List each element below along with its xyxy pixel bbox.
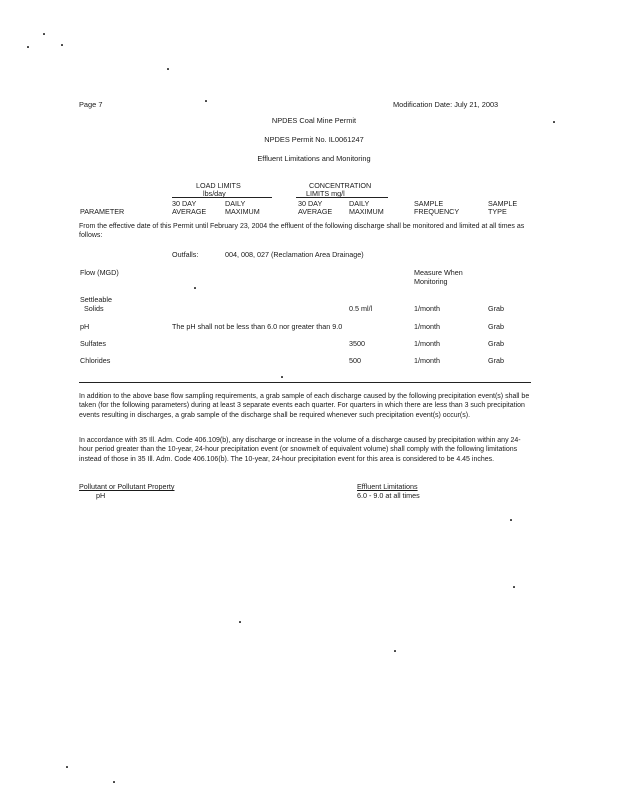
settleable-parameter-1: Settleable xyxy=(80,295,112,304)
settleable-parameter-2: Solids xyxy=(84,304,104,313)
chlorides-daily-max: 500 xyxy=(349,356,361,365)
intro-paragraph: From the effective date of this Permit until February 23, 2004 the effluent of the following discharge shall be monitored and limited at all times as follows: xyxy=(79,223,525,240)
chlorides-parameter: Chlorides xyxy=(80,356,111,365)
effluent-limitations-header: Effluent Limitations xyxy=(357,482,418,491)
permit-number: NPDES Permit No. IL0061247 xyxy=(264,135,364,144)
parameter-heading: PARAMETER xyxy=(80,207,125,216)
ph-type: Grab xyxy=(488,322,504,331)
ph-frequency: 1/month xyxy=(414,322,440,331)
load-30day: 30 DAY xyxy=(172,199,197,208)
page-number: Page 7 xyxy=(79,100,103,109)
conc-average: AVERAGE xyxy=(298,207,333,216)
scan-speck xyxy=(510,519,512,521)
scan-speck xyxy=(61,44,63,46)
settleable-daily-max: 0.5 ml/l xyxy=(349,304,373,313)
permit-title: NPDES Coal Mine Permit xyxy=(271,116,357,125)
chlorides-type: Grab xyxy=(488,356,504,365)
load-maximum: MAXIMUM xyxy=(225,207,260,216)
sulfates-daily-max: 3500 xyxy=(349,339,365,348)
flow-frequency-2: Monitoring xyxy=(414,277,448,286)
scan-speck xyxy=(205,100,207,102)
load-limits-heading: LOAD LIMITS xyxy=(196,181,241,190)
load-limits-rule xyxy=(172,197,272,198)
scan-speck xyxy=(239,621,241,623)
settleable-frequency: 1/month xyxy=(414,304,440,313)
ph-note: The pH shall not be less than 6.0 nor greater than 9.0 xyxy=(172,322,343,331)
pollutant-header: Pollutant or Pollutant Property xyxy=(79,482,175,491)
settleable-type: Grab xyxy=(488,304,504,313)
sulfates-parameter: Sulfates xyxy=(80,339,106,348)
chlorides-frequency: 1/month xyxy=(414,356,440,365)
scan-speck xyxy=(281,376,283,378)
sample-type-heading: SAMPLE xyxy=(488,199,518,208)
regulation-paragraph: In accordance with 35 Ill. Adm. Code 406.109(b), any discharge or increase in the volume of a discharge caused by precipitation within any 24-hour period greater than the 10-year, 24-hour precipitation event (or snowmelt of equivalent volume) shall comply with the following limitations instead of those in 35 Ill. Adm. Code 406.106(b). The 10-year, 24-hour precipitation event for this area is considered to be 4.45 inches. xyxy=(79,437,521,463)
ph-parameter: pH xyxy=(80,322,90,331)
concentration-rule xyxy=(296,197,388,198)
concentration-units: LIMITS mg/l xyxy=(306,189,345,198)
load-average: AVERAGE xyxy=(172,207,207,216)
scan-speck xyxy=(194,287,196,289)
load-limits-units: lbs/day xyxy=(203,189,226,198)
section-divider xyxy=(79,382,531,383)
precipitation-paragraph: In addition to the above base flow sampling requirements, a grab sample of each discharge caused by the following precipitation event(s) shall be taken (for the following parameters) during at least 3 separate events each quarter. For quarters in which there are less than 3 such precipitation events resulting in discharges, a grab sample of the discharge shall be required whenever such precipitation event(s) occur(s). xyxy=(79,393,530,419)
scan-speck xyxy=(513,586,515,588)
pollutant-ph: pH xyxy=(96,491,106,500)
conc-maximum: MAXIMUM xyxy=(349,207,384,216)
sulfates-type: Grab xyxy=(488,339,504,348)
flow-frequency-1: Measure When xyxy=(414,268,463,277)
scan-speck xyxy=(43,33,45,35)
conc-30day: 30 DAY xyxy=(298,199,323,208)
scan-speck xyxy=(66,766,68,768)
frequency-heading: FREQUENCY xyxy=(414,207,460,216)
sample-heading: SAMPLE xyxy=(414,199,444,208)
outfalls-label: Outfalls: xyxy=(172,250,199,259)
scan-speck xyxy=(394,650,396,652)
outfalls-value: 004, 008, 027 (Reclamation Area Drainage) xyxy=(225,250,364,259)
conc-daily: DAILY xyxy=(349,199,370,208)
scan-speck xyxy=(113,781,115,783)
concentration-heading: CONCENTRATION xyxy=(309,181,372,190)
scan-speck xyxy=(167,68,169,70)
pollutant-ph-limit: 6.0 - 9.0 at all times xyxy=(357,491,420,500)
sulfates-frequency: 1/month xyxy=(414,339,440,348)
flow-parameter: Flow (MGD) xyxy=(80,268,119,277)
type-heading: TYPE xyxy=(488,207,507,216)
load-daily: DAILY xyxy=(225,199,246,208)
section-title: Effluent Limitations and Monitoring xyxy=(257,154,371,163)
scan-speck xyxy=(553,121,555,123)
modification-date: Modification Date: July 21, 2003 xyxy=(393,100,499,109)
scan-speck xyxy=(27,46,29,48)
